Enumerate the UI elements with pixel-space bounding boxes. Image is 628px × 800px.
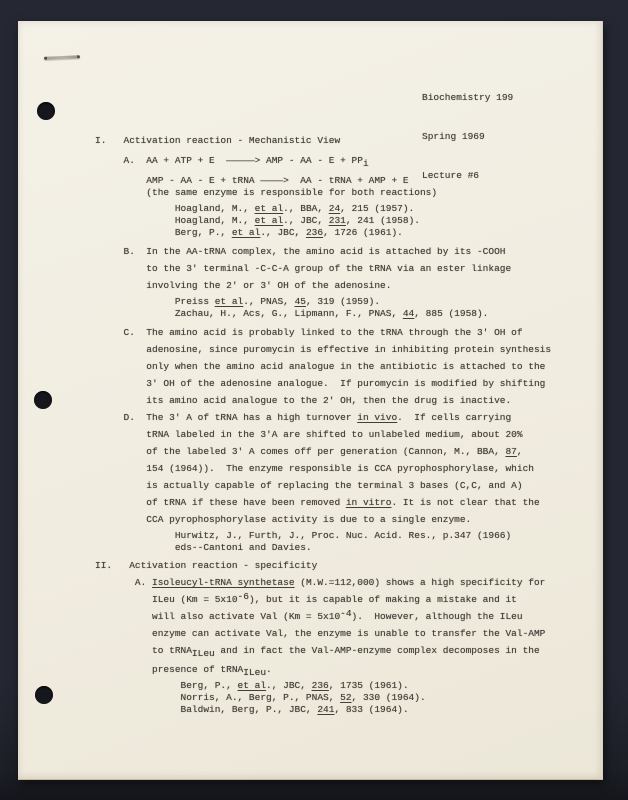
text-line: to the 3' terminal -C-C-A group of the tRNA via an ester linkage xyxy=(95,263,512,274)
text-line: only when the amino acid analogue in the antibiotic is attached to the xyxy=(95,361,546,372)
text-line: A. AA + ATP + E —————> AMP - AA - E + PPi xyxy=(95,155,369,169)
text-line: A. Isoleucyl-tRNA synthetase (M.W.=112,000) shows a high specificity for xyxy=(95,577,546,588)
text-line: Norris, A., Berg, P., PNAS, 52, 330 (1964). xyxy=(95,692,426,703)
text-line: of tRNA if these have been removed in vitro. It is not clear that the xyxy=(95,497,540,508)
text-line: is actually capable of replacing the terminal 3 bases (C,C, and A) xyxy=(95,480,523,491)
text-line: eds--Cantoni and Davies. xyxy=(95,542,312,553)
punch-hole-top xyxy=(37,102,55,120)
text-line: II. Activation reaction - specificity xyxy=(95,560,318,571)
text-line: Hoagland, M., et al., BBA, 24, 215 (1957). xyxy=(95,203,415,214)
text-line: enzyme can activate Val, the enzyme is unable to transfer the Val-AMP xyxy=(95,628,546,639)
term-label: Spring 1969 xyxy=(422,131,485,142)
text-line: presence of tRNAILeu. xyxy=(95,664,272,678)
text-line: of the labeled 3' A comes off per generation (Cannon, M., BBA, 87, xyxy=(95,446,523,457)
text-line: Zachau, H., Acs, G., Lipmann, F., PNAS, 44, 885 (1958). xyxy=(95,308,489,319)
text-line: 3' OH of the adenosine analogue. If puromycin is modified by shifting xyxy=(95,378,546,389)
text-line: B. In the AA-tRNA complex, the amino acid is attached by its -COOH xyxy=(95,246,506,257)
text-line: its amino acid analogue to the 2' OH, then the drug is inactive. xyxy=(95,395,512,406)
text-line: will also activate Val (Km = 5x10-4). However, although the ILeu xyxy=(95,608,523,622)
text-line: CCA pyrophosphorylase activity is due to a single enzyme. xyxy=(95,514,472,525)
text-line: ILeu (Km = 5x10-6), but it is capable of making a mistake and it xyxy=(95,591,517,605)
punch-hole-middle xyxy=(34,391,52,409)
text-line: Berg, P., et al., JBC, 236, 1735 (1961). xyxy=(95,680,409,691)
text-line: C. The amino acid is probably linked to the tRNA through the 3' OH of xyxy=(95,327,523,338)
text-line: to tRNAILeu and in fact the Val-AMP-enzyme complex decomposes in the xyxy=(95,645,540,659)
text-line: (the same enzyme is responsible for both reactions) xyxy=(95,187,438,198)
text-line: Hoagland, M., et al., JBC, 231, 241 (1958). xyxy=(95,215,420,226)
text-line: 154 (1964)). The enzyme responsible is CCA pyrophosphorylase, which xyxy=(95,463,534,474)
text-line: Preiss et al., PNAS, 45, 319 (1959). xyxy=(95,296,381,307)
text-line: adenosine, since puromycin is effective in inhibiting protein synthesis xyxy=(95,344,552,355)
course-title: Biochemistry 199 xyxy=(422,92,514,103)
lecture-notes xyxy=(95,135,551,716)
text-line: involving the 2' or 3' OH of the adenosine. xyxy=(95,280,392,291)
paper-sheet xyxy=(18,21,603,780)
text-line: Berg, P., et al., JBC, 236, 1726 (1961). xyxy=(95,227,403,238)
text-line: Hurwitz, J., Furth, J., Proc. Nuc. Acid. Res., p.347 (1966) xyxy=(95,530,512,541)
staple xyxy=(44,55,80,60)
text-line: D. The 3' A of tRNA has a high turnover in vivo. If cells carrying xyxy=(95,412,512,423)
text-line: tRNA labeled in the 3'A are shifted to unlabeled medium, about 20% xyxy=(95,429,523,440)
text-line: I. Activation reaction - Mechanistic View xyxy=(95,135,341,146)
text-line: Baldwin, Berg, P., JBC, 241, 833 (1964). xyxy=(95,704,409,715)
text-line: AMP - AA - E + tRNA ————> AA - tRNA + AMP + E xyxy=(95,175,409,186)
lecture-number: Lecture #6 xyxy=(422,170,480,181)
punch-hole-bottom xyxy=(35,686,53,704)
